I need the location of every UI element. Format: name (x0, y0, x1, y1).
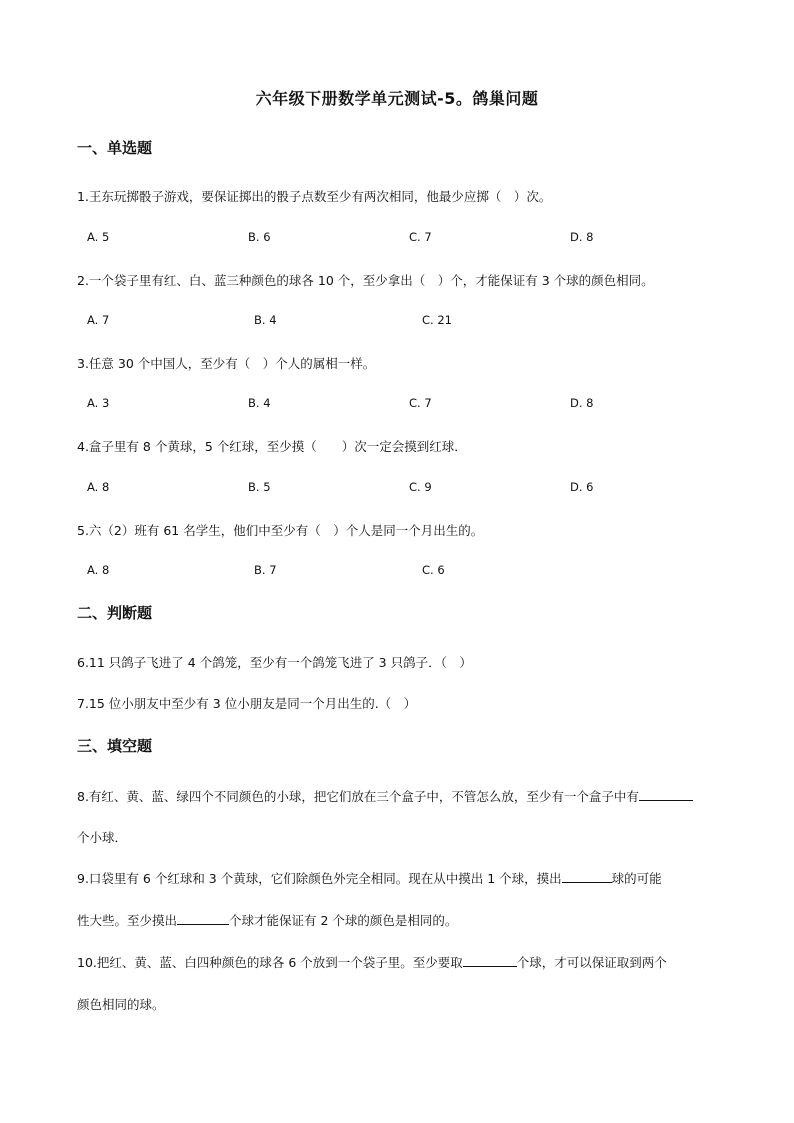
question-1-options (77, 230, 717, 246)
question-4: 4.盒子里有 8 个黄球，5 个红球，至少摸（ ）次一定会摸到红球． (77, 439, 467, 454)
option-c: C. 9 (409, 480, 432, 494)
answer-blank[interactable] (562, 870, 612, 883)
question-10-text-b: 个球，才可以保证取到两个 (516, 955, 667, 970)
question-3: 3.任意 30 个中国人，至少有（ ）个人的属相一样。 (77, 356, 376, 371)
question-9-text-b: 球的可能 (611, 871, 662, 886)
option-c: C. 7 (409, 230, 432, 244)
question-2-options (77, 313, 717, 329)
option-b: B. 4 (254, 313, 277, 327)
page-title: 六年级下册数学单元测试-5。鸽巢问题 (255, 89, 539, 108)
option-d: D. 6 (570, 480, 594, 494)
option-a: A. 3 (87, 396, 110, 410)
option-b: B. 5 (248, 480, 271, 494)
option-c: C. 7 (409, 396, 432, 410)
question-2: 2.一个袋子里有红、白、蓝三种颜色的球各 10 个，至少拿出（ ）个，才能保证有 3 个球的颜色相同。 (77, 273, 654, 288)
section-heading-single-choice: 一、单选题 (77, 139, 153, 157)
option-b: B. 6 (248, 230, 271, 244)
section-heading-true-false: 二、判断题 (77, 604, 153, 622)
question-7: 7.15 位小朋友中至少有 3 位小朋友是同一个月出生的.（ ） (77, 696, 417, 711)
option-a: A. 8 (87, 563, 110, 577)
question-4-options (77, 480, 717, 496)
question-3-options (77, 396, 717, 412)
option-c: C. 21 (422, 313, 452, 327)
option-a: A. 5 (87, 230, 110, 244)
question-10-line-2: 颜色相同的球。 (77, 997, 165, 1012)
question-9-text-c: 性大些。至少摸出 (77, 913, 178, 928)
option-d: D. 8 (570, 396, 594, 410)
question-10-line-1 (77, 953, 667, 971)
answer-blank[interactable] (177, 912, 229, 925)
question-8-text: 8.有红、黄、蓝、绿四个不同颜色的小球，把它们放在三个盒子中，不管怎么放，至少有一个盒子中有 (77, 789, 639, 804)
answer-blank[interactable] (639, 788, 693, 801)
option-b: B. 4 (248, 396, 271, 410)
question-1: 1.王东玩掷骰子游戏，要保证掷出的骰子点数至少有两次相同，他最少应掷（ ）次。 (77, 189, 552, 204)
answer-blank[interactable] (463, 954, 517, 967)
question-6: 6.11 只鸽子飞进了 4 个鸽笼，至少有一个鸽笼飞进了 3 只鸽子．（ ） (77, 655, 472, 670)
option-c: C. 6 (422, 563, 445, 577)
question-10-text-a: 10.把红、黄、蓝、白四种颜色的球各 6 个放到一个袋子里。至少要取 (77, 955, 463, 970)
option-a: A. 8 (87, 480, 110, 494)
option-b: B. 7 (254, 563, 277, 577)
question-9-line-2 (77, 911, 457, 929)
option-a: A. 7 (87, 313, 110, 327)
question-9-line-1 (77, 869, 662, 887)
question-5-options (77, 563, 717, 579)
question-8-line-2: 个小球． (77, 830, 128, 845)
question-9-text-a: 9.口袋里有 6 个红球和 3 个黄球，它们除颜色外完全相同。现在从中摸出 1 个球，摸出 (77, 871, 562, 886)
question-9-text-d: 个球才能保证有 2 个球的颜色是相同的。 (229, 913, 458, 928)
section-heading-fill-in: 三、填空题 (77, 737, 153, 755)
option-d: D. 8 (570, 230, 594, 244)
question-5: 5.六（2）班有 61 名学生，他们中至少有（ ）个人是同一个月出生的。 (77, 523, 484, 538)
question-8-line-1 (77, 787, 693, 805)
